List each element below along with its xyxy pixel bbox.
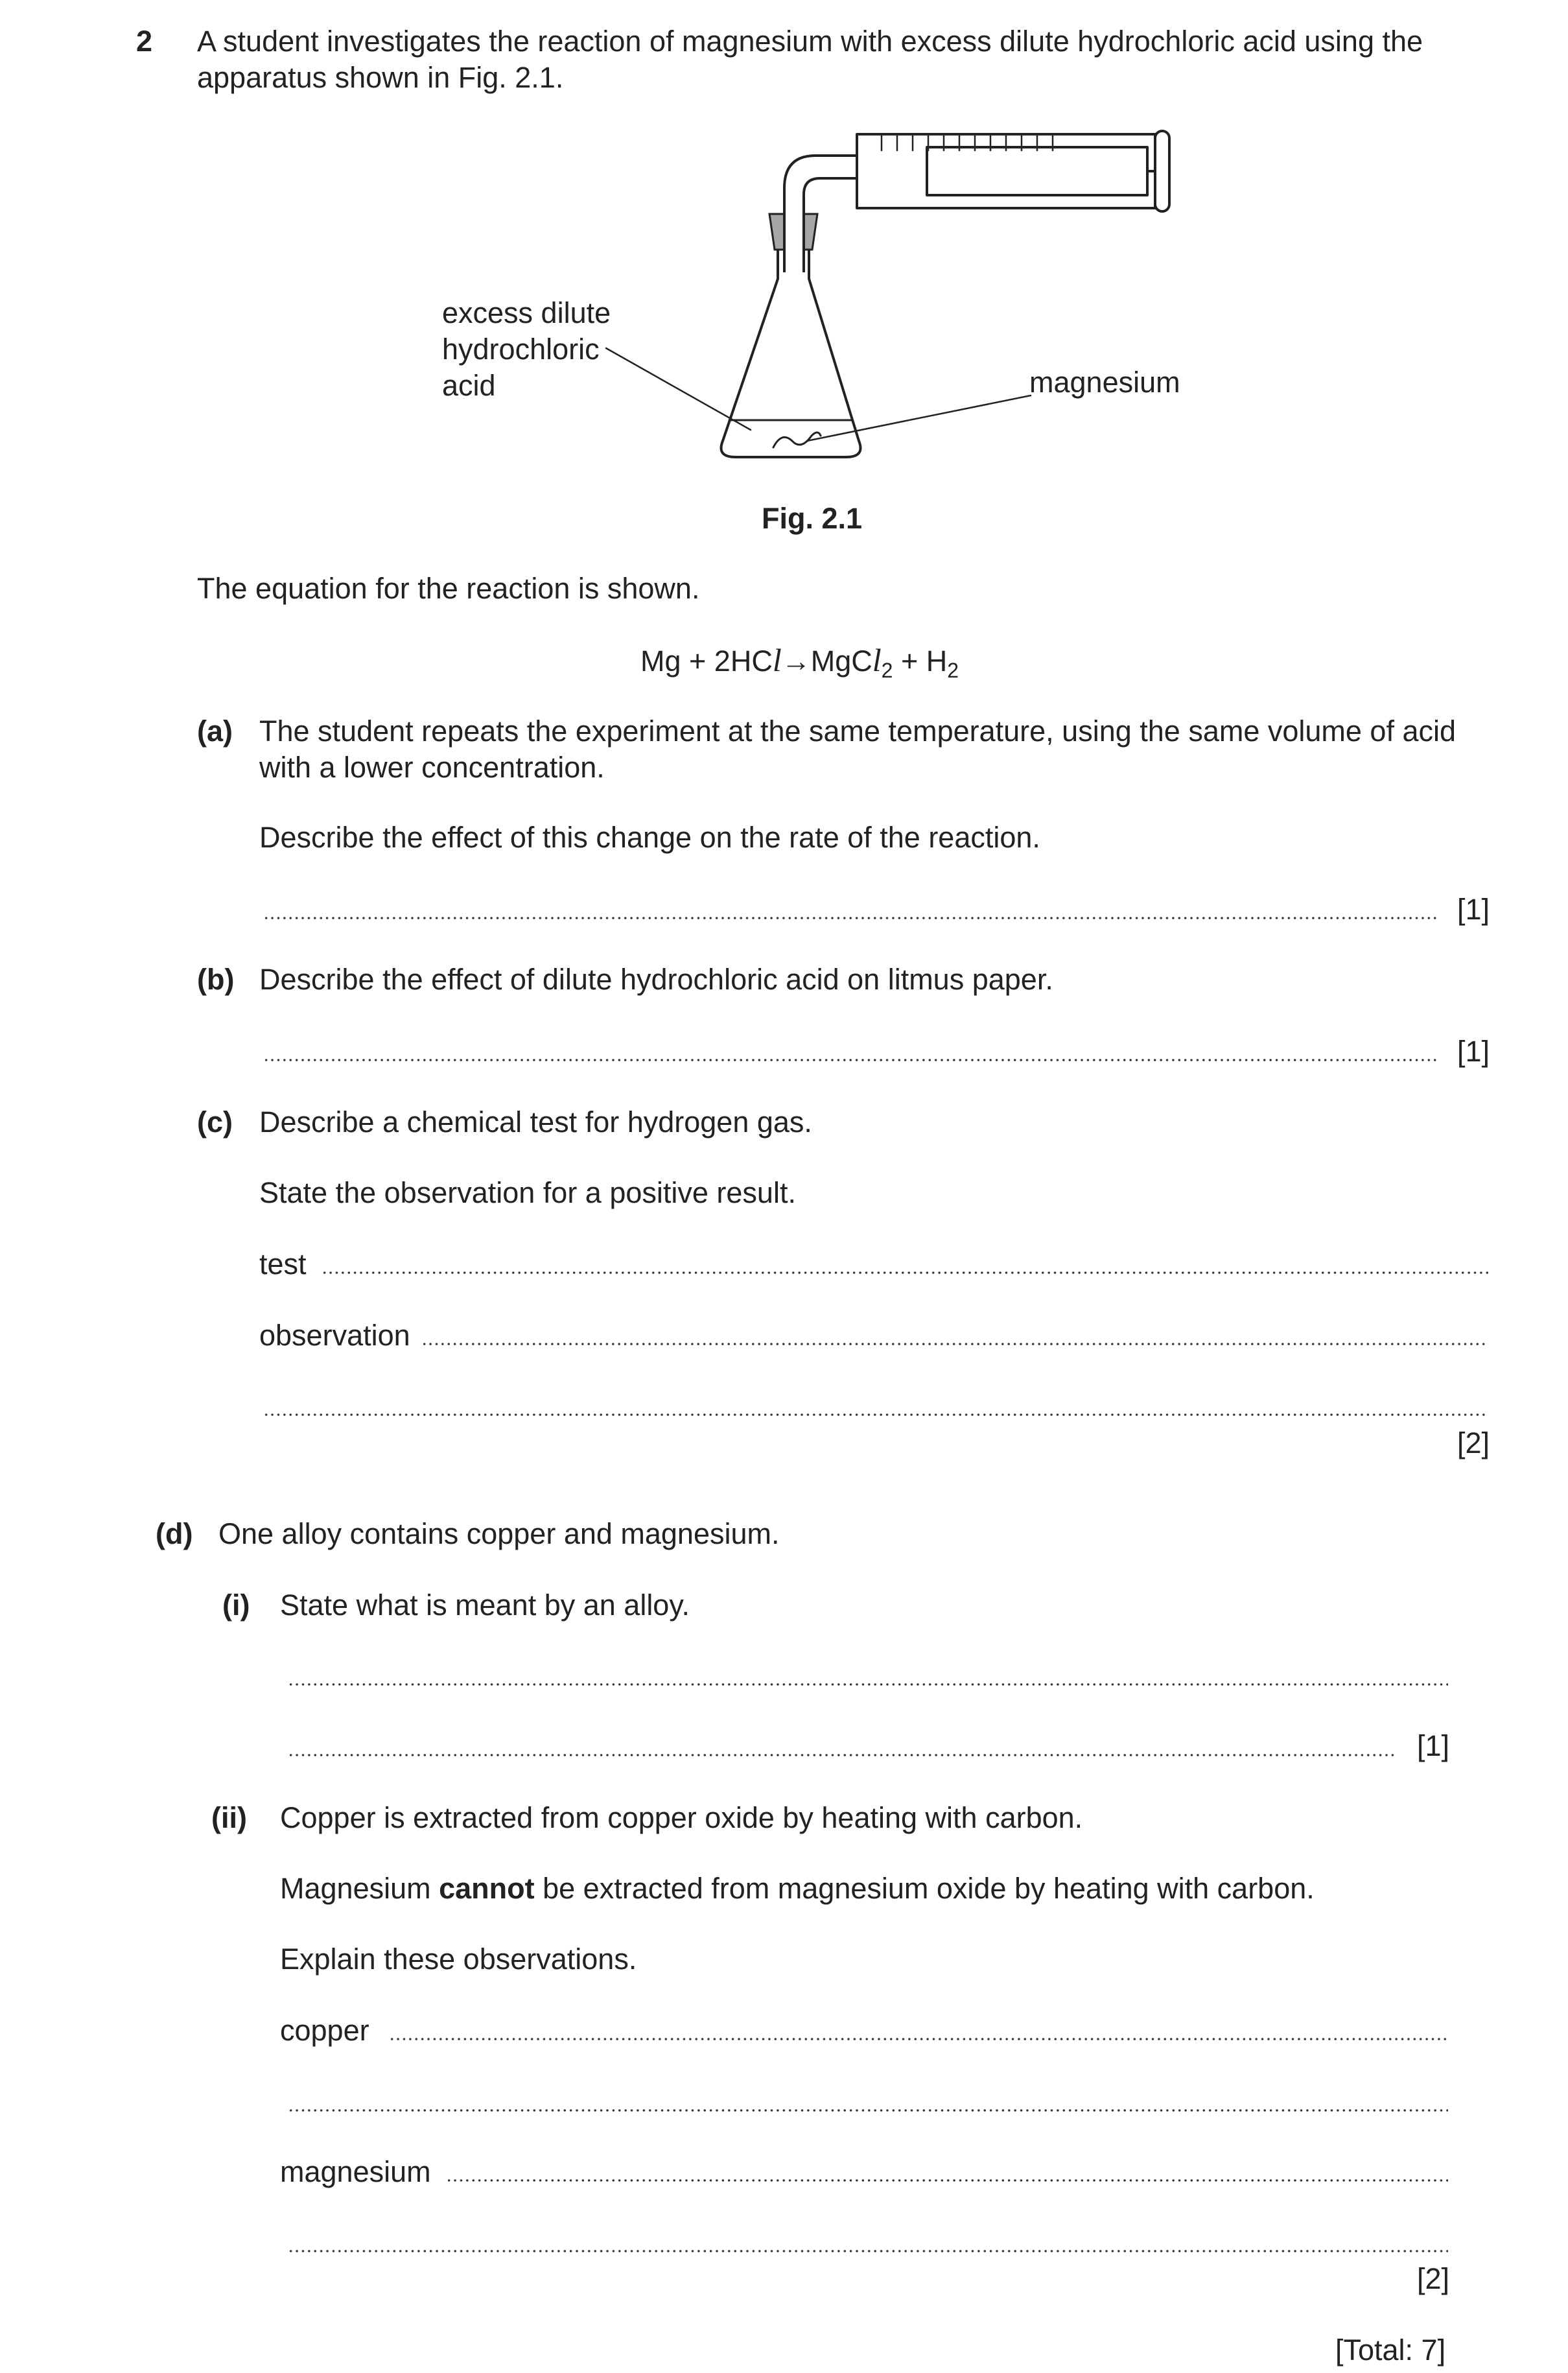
part-c-test-answer-line[interactable] (322, 1271, 1488, 1274)
part-c-observation-label: observation (259, 1319, 410, 1352)
part-d-i-text: State what is meant by an alloy. (280, 1588, 690, 1622)
part-d-i-label: (i) (222, 1588, 250, 1622)
part-c-test-label: test (259, 1247, 307, 1281)
label-acid-line2: hydrochloric (442, 333, 600, 366)
part-d-i-marks: [1] (1417, 1729, 1450, 1762)
part-a-line2: with a lower concentration. (259, 751, 605, 784)
part-a-marks: [1] (1457, 893, 1490, 926)
part-c-prompt: State the observation for a positive result. (259, 1176, 796, 1209)
part-a-prompt: Describe the effect of this change on the rate of the reaction. (259, 821, 1040, 854)
label-acid-line1: excess dilute (442, 296, 611, 329)
part-b-text: Describe the effect of dilute hydrochloric acid on litmus paper. (259, 963, 1053, 996)
part-c-observation-answer-line[interactable] (421, 1343, 1488, 1345)
question-number: 2 (136, 25, 153, 58)
part-d-ii-line2: Magnesium cannot be extracted from magnesium oxide by heating with carbon. (280, 1872, 1315, 1905)
part-c-observation-answer-line-2[interactable] (263, 1413, 1488, 1416)
figure-caption: Fig. 2.1 (762, 502, 863, 535)
part-d-ii-copper-answer-line-1[interactable] (389, 2038, 1448, 2040)
part-d-ii-magnesium-answer-line-2[interactable] (288, 2250, 1448, 2252)
part-a-answer-line[interactable] (263, 917, 1436, 919)
question-intro-line1: A student investigates the reaction of magnesium with excess dilute hydrochloric acid using the (197, 25, 1423, 58)
part-b-marks: [1] (1457, 1035, 1490, 1068)
part-d-ii-magnesium-answer-line-1[interactable] (446, 2179, 1448, 2182)
part-d-i-answer-line-1[interactable] (288, 1683, 1448, 1686)
part-a-label: (a) (197, 714, 233, 748)
part-d-text: One alloy contains copper and magnesium. (218, 1517, 780, 1550)
part-a-line1: The student repeats the experiment at the same temperature, using the same volume of acid (259, 714, 1457, 748)
part-d-label: (d) (156, 1517, 193, 1550)
part-d-ii-copper-label: copper (280, 2014, 369, 2047)
part-b-label: (b) (197, 963, 235, 996)
part-b-answer-line[interactable] (263, 1059, 1436, 1061)
part-d-ii-text: Copper is extracted from copper oxide by heating with carbon. (280, 1801, 1083, 1834)
label-magnesium: magnesium (1029, 366, 1180, 399)
part-c-marks: [2] (1457, 1426, 1490, 1459)
part-d-ii-marks: [2] (1417, 2262, 1450, 2295)
question-intro-line2: apparatus shown in Fig. 2.1. (197, 61, 564, 94)
part-c-label: (c) (197, 1105, 233, 1139)
part-d-ii-prompt: Explain these observations. (280, 1942, 637, 1976)
equation-intro: The equation for the reaction is shown. (197, 572, 700, 605)
reaction-equation: Mg + 2HCl→MgCl$_2$ + $H_2$ (640, 642, 959, 682)
part-d-ii-label: (ii) (211, 1801, 247, 1834)
part-c-text: Describe a chemical test for hydrogen gas. (259, 1105, 812, 1139)
label-acid-line3: acid (442, 369, 496, 402)
total-marks: [Total: 7] (1335, 2333, 1446, 2367)
part-d-ii-copper-answer-line-2[interactable] (288, 2109, 1448, 2112)
part-d-i-answer-line-2[interactable] (288, 1754, 1396, 1756)
part-d-ii-magnesium-label: magnesium (280, 2155, 431, 2188)
